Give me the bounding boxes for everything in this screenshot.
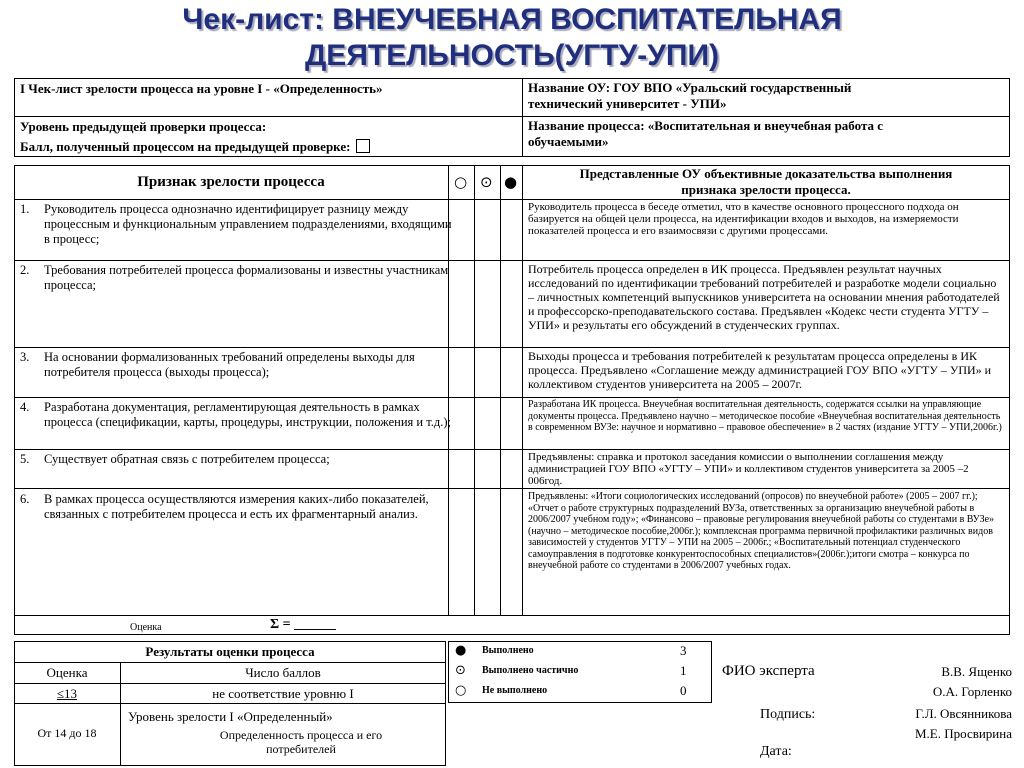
- legend-partial-label: Выполнено частично: [482, 665, 579, 676]
- score-sum: Σ = ______: [270, 617, 337, 632]
- expert-label: ФИО эксперта: [722, 663, 815, 679]
- criterion-text: В рамках процесса осуществляются измерения каких-либо показателей, связанных с потребителем процесса и есть их фрагментарный анализ.: [44, 492, 429, 521]
- process-name-line-2: обучаемыми»: [528, 134, 609, 149]
- criterion-row-5: [20, 452, 455, 467]
- org-name-line-2: технический университет - УПИ»: [528, 96, 727, 111]
- criterion-number: 2.: [20, 263, 30, 277]
- evidence-row-2: Потребитель процесса определен в ИК процесса. Предъявлен результат научных исследований по идентификации требований потребителей и разработке модели социально – личностных компетенций выпускников университета на основании мнения работодателей и профессорско-преподавательского состава. Предъявлен «Кодекс чести студента УГТУ – УПИ» и результаты его обсуждений в студенческих группах.: [528, 262, 1000, 332]
- empty-circle-icon: ○: [454, 173, 468, 191]
- score-label: Оценка: [130, 622, 162, 633]
- criterion-text: На основании формализованных требований определены выходы для потребителя процесса (выходы процесса);: [44, 350, 415, 379]
- org-name-line-1: Название ОУ: ГОУ ВПО «Уральский государственный: [528, 80, 852, 95]
- prev-score-row: [20, 139, 520, 155]
- results-row2-range: От 14 до 18: [37, 726, 97, 740]
- expert-name-3: Г.Л. Овсянникова: [915, 706, 1012, 721]
- slide-title-line-1: Чек-лист: ВНЕУЧЕБНАЯ ВОСПИТАТЕЛЬНАЯ: [182, 3, 842, 36]
- criterion-text: Существует обратная связь с потребителем процесса;: [44, 452, 330, 466]
- criterion-number: 6.: [20, 492, 30, 506]
- dotted-circle-icon: ⊙: [480, 173, 493, 191]
- col-criterion-header: Признак зрелости процесса: [137, 174, 325, 190]
- results-col-points: Число баллов: [245, 665, 321, 680]
- legend-not-done-points: 0: [680, 683, 687, 698]
- prev-score-checkbox[interactable]: [356, 139, 370, 153]
- signature-label: Подпись:: [760, 707, 816, 722]
- criterion-number: 4.: [20, 400, 30, 414]
- col-evidence-header-line-2: признака зрелости процесса.: [681, 182, 851, 197]
- process-name: [528, 118, 1008, 150]
- empty-circle-icon: ○: [455, 683, 467, 698]
- criterion-number: 1.: [20, 202, 30, 216]
- expert-name-1: В.В. Ященко: [941, 664, 1012, 679]
- criterion-text: Требования потребителей процесса формализованы и известны участникам процесса;: [44, 263, 449, 292]
- slide-title: [0, 2, 1024, 74]
- results-col-score: Оценка: [46, 665, 88, 680]
- criterion-row-4: [20, 400, 455, 430]
- criterion-row-3: [20, 350, 455, 380]
- checklist-title: I Чек-лист зрелости процесса на уровне I - «Определенность»: [20, 81, 383, 96]
- prev-score-label: Балл, полученный процессом на предыдущей проверке:: [20, 139, 351, 154]
- criterion-text: Разработана документация, регламентирующая деятельность в рамках процесса (спецификации, карты, процедуры, инструкции, положения и т.д.);: [44, 400, 452, 429]
- evidence-row-5: Предъявлены: справка и протокол заседания комиссии о выполнении соглашения между администрацией ГОУ ВПО «УГТУ – УПИ» и коллективом студентов университета за 2005 –2 006год.: [528, 451, 969, 487]
- criterion-row-1: [20, 202, 455, 247]
- legend-not-done-label: Не выполнено: [482, 685, 548, 696]
- col-evidence-header: [524, 166, 1008, 198]
- criterion-row-6: [20, 492, 455, 522]
- results-title: Результаты оценки процесса: [145, 644, 315, 659]
- dotted-circle-icon: ⊙: [455, 663, 466, 678]
- results-row2-desc: Определенность процесса и его потребителей: [219, 728, 383, 756]
- org-name: [528, 80, 1008, 112]
- results-row1-desc: не соответствие уровню I: [212, 686, 354, 701]
- prev-level-label: Уровень предыдущей проверки процесса:: [20, 119, 267, 134]
- process-name-line-1: Название процесса: «Воспитательная и внеучебная работа с: [528, 118, 884, 133]
- criterion-number: 3.: [20, 350, 30, 364]
- evidence-row-3: Выходы процесса и требования потребителей к результатам процесса определены в ИК процесса. Предъявлено «Соглашение между администрацией ГОУ ВПО «УГТУ – УПИ» и коллективом студентов университета на 2005 – 2007г.: [528, 349, 992, 391]
- criterion-row-2: [20, 263, 455, 293]
- expert-name-4: М.Е. Просвирина: [914, 726, 1012, 741]
- legend-done-label: Выполнено: [482, 645, 534, 656]
- expert-name-2: О.А. Горленко: [932, 684, 1012, 699]
- evidence-row-4: Разработана ИК процесса. Внеучебная воспитательная деятельность, содержатся ссылки на управляющие документы процесса. Предъявлено научно – методическое пособие «Внеучебная воспитательная деятельность в современном ВУЗе: научное и нормативно – правовое обеспечение» в 2 частях (издание УГТУ – УПИ,2006г.): [528, 399, 1002, 433]
- results-row2-level: Уровень зрелости I «Определенный»: [128, 709, 333, 724]
- criterion-text: Руководитель процесса однозначно идентифицирует разницу между процессным и функциональным управлением подразделениями, входящими в процесс;: [44, 202, 452, 246]
- results-row1-score-value: ≤13: [56, 686, 78, 701]
- filled-circle-icon: ●: [455, 643, 467, 658]
- evidence-row-1: Руководитель процесса в беседе отметил, что в качестве основного процессного подхода он базируется на общей цели процесса, на идентификации входов и выходов, на измеряемости показателей процесса и его взаимосвязи с другими процессами.: [528, 201, 959, 237]
- legend-done-points: 3: [680, 643, 687, 658]
- results-row1-score: [14, 686, 120, 702]
- criterion-number: 5.: [20, 452, 30, 466]
- legend-partial-points: 1: [680, 663, 687, 678]
- date-label: Дата:: [760, 744, 792, 759]
- filled-circle-icon: ●: [504, 173, 518, 191]
- col-evidence-header-line-1: Представленные ОУ объективные доказательства выполнения: [579, 166, 953, 181]
- evidence-row-6: Предъявлены: «Итоги социологических исследований (опросов) по внеучебной работе» (2005 – 2007 гг.); «Отчет о работе структурных подразделений ВУЗа, ответственных за организацию внеучебной работы в 2006/2007 учебном году»; «Финансово – правовые регулирования внеучебной работы со студентами в ВУЗе» (научно – методическое пособие,2006г.); комплексная программа первичной профилактики различных видов зависимостей у студентов УГТУ – УПИ на 2005 – 2006г.; «Воспитательный потенциал студенческого самоуправления в подготовке конкурентоспособных специалистов»(2006г.);итоги смотра – конкурса по внеучебной работе со студентами в 2006/2007 учебных годах.: [528, 491, 995, 571]
- slide-title-line-2: ДЕЯТЕЛЬНОСТЬ(УГТУ-УПИ): [304, 39, 720, 72]
